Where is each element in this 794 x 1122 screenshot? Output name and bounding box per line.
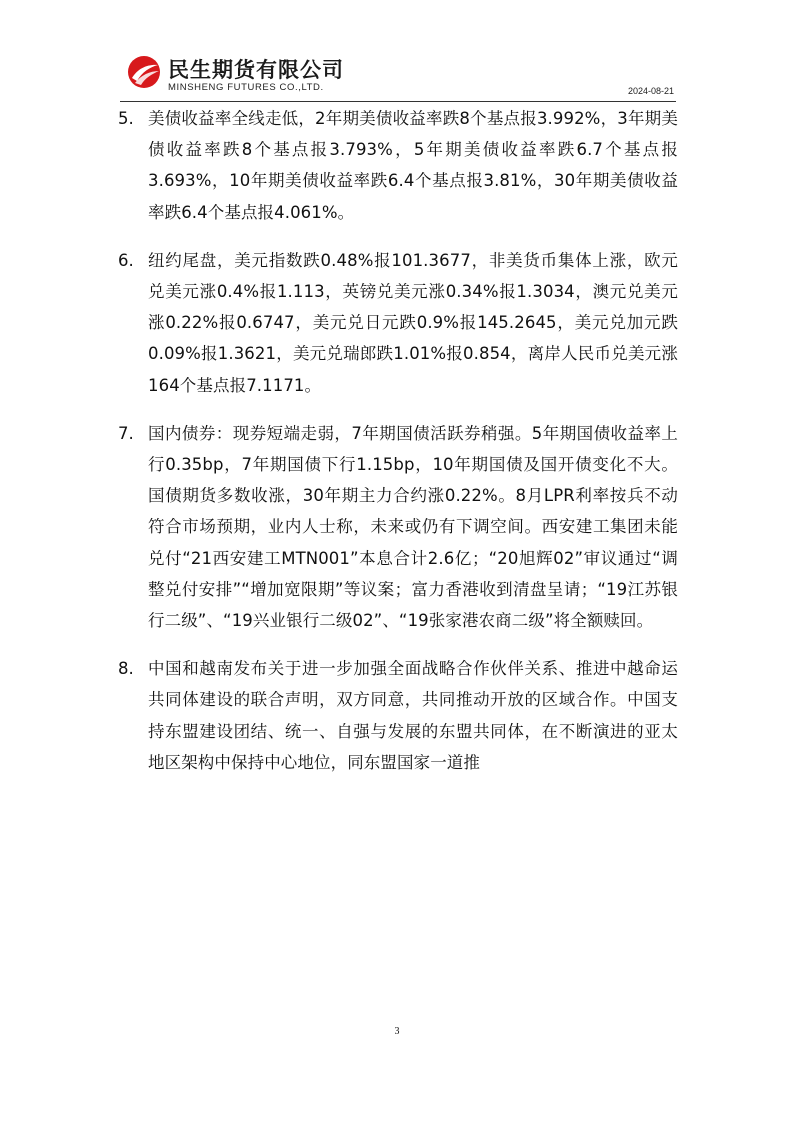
company-name-cn: 民生期货有限公司 [168, 58, 344, 82]
company-name-en: MINSHENG FUTURES CO.,LTD. [168, 82, 324, 93]
report-date: 2024-08-21 [627, 86, 674, 96]
item-text: 美债收益率全线走低，2年期美债收益率跌8个基点报3.992%，3年期美债收益率跌8个基点报3.793%，5年期美债收益率跌6.7个基点报3.693%，10年期美债收益率跌6.4个基点报3.81%，30年期美债收益率跌6.4个基点报4.061%。 [148, 109, 678, 222]
header-divider [120, 101, 676, 102]
minsheng-logo-icon [126, 54, 162, 90]
item-text: 中国和越南发布关于进一步加强全面战略合作伙伴关系、推进中越命运共同体建设的联合声明，双方同意，共同推动开放的区域合作。中国支持东盟建设团结、统一、自强与发展的东盟共同体，在不断演进的亚太地区架构中保持中心地位，同东盟国家一道推 [148, 659, 678, 772]
item-text: 纽约尾盘，美元指数跌0.48%报101.3677，非美货币集体上涨，欧元兑美元涨0.4%报1.113，英镑兑美元涨0.34%报1.3034，澳元兑美元涨0.22%报0.6747，美元兑日元跌0.9%报145.2645，美元兑加元跌0.09%报1.3621，美元兑瑞郎跌1.01%报0.854，离岸人民币兑美元涨164个基点报7.1171。 [148, 250, 678, 395]
item-number: 5. [118, 109, 134, 128]
item-number: 6. [118, 250, 134, 270]
news-list [118, 103, 678, 795]
list-item [118, 103, 678, 228]
page-header [120, 50, 676, 104]
list-item [118, 653, 678, 778]
item-number: 7. [118, 423, 134, 443]
page-number: 3 [394, 1026, 400, 1037]
list-item [118, 418, 678, 636]
item-number: 8. [118, 659, 134, 679]
list-item [118, 245, 678, 401]
item-text: 国内债券：现券短端走弱，7年期国债活跃券稍强。5年期国债收益率上行0.35bp，7年期国债下行1.15bp，10年期国债及国开债变化不大。国债期货多数收涨，30年期主力合约涨0.22%。8月LPR利率按兵不动符合市场预期，业内人士称，未来或仍有下调空间。西安建工集团未能兑付“21西安建工MTN001”本息合计2.6亿；“20旭辉02”审议通过“调整兑付安排”“增加宽限期”等议案；富力香港收到清盘呈请；“19江苏银行二级”、“19兴业银行二级02”、“19张家港农商二级”将全额赎回。 [148, 423, 678, 631]
